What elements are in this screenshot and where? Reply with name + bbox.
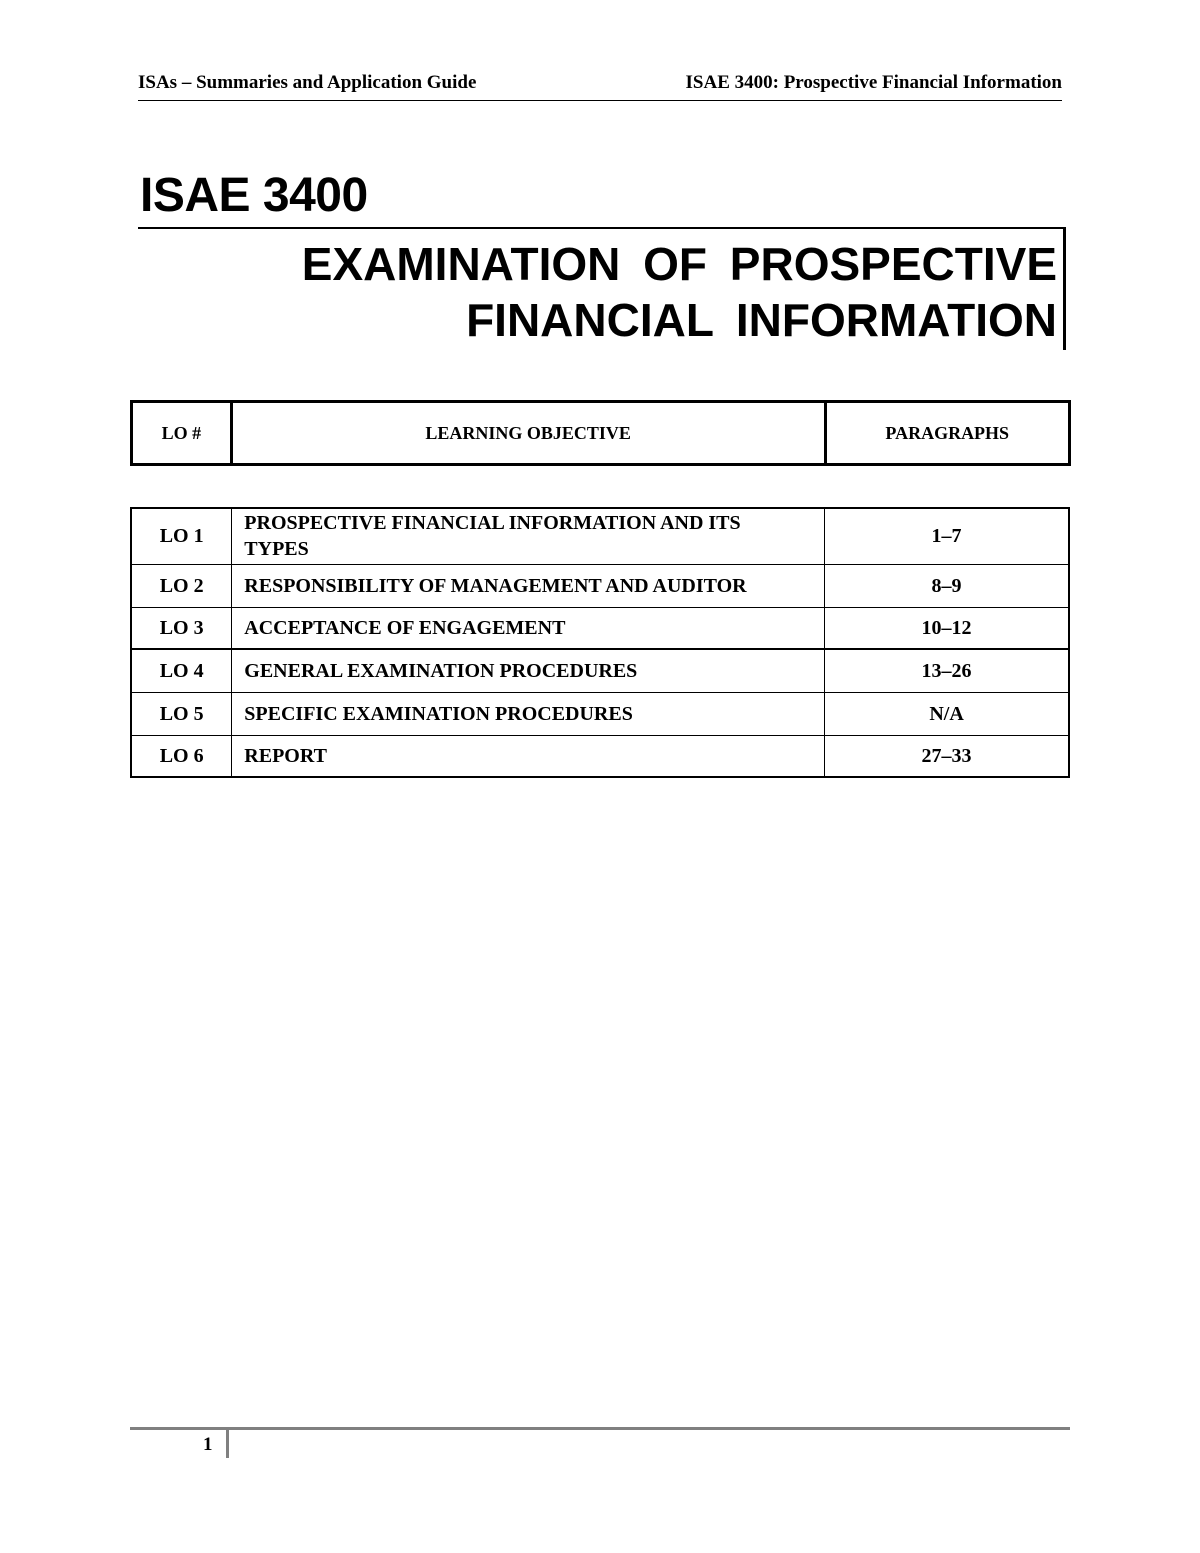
learning-objectives-header-table xyxy=(130,400,1071,466)
page-number: 1 xyxy=(203,1434,213,1455)
lo-paragraphs: 13–26 xyxy=(825,649,1069,692)
lo-paragraphs: 10–12 xyxy=(825,607,1069,649)
table-row xyxy=(131,508,1069,564)
lo-objective: REPORT xyxy=(232,735,825,777)
lo-objective: RESPONSIBILITY OF MANAGEMENT AND AUDITOR xyxy=(232,564,825,607)
table-row xyxy=(131,564,1069,607)
lo-paragraphs: 27–33 xyxy=(825,735,1069,777)
lo-objective xyxy=(232,508,825,564)
lo-objective: GENERAL EXAMINATION PROCEDURES xyxy=(232,649,825,692)
table-row xyxy=(131,649,1069,692)
column-header-lo: LO # xyxy=(132,402,232,465)
lo-number: LO 5 xyxy=(131,692,232,735)
page-title-line-2: FINANCIAL INFORMATION xyxy=(466,294,1057,346)
lo-number: LO 4 xyxy=(131,649,232,692)
lo-paragraphs: 1–7 xyxy=(825,508,1069,564)
lo-objective-line-2: TYPES xyxy=(244,538,309,561)
column-header-objective: LEARNING OBJECTIVE xyxy=(231,402,825,465)
table-row xyxy=(131,692,1069,735)
page-title-line-1: EXAMINATION OF PROSPECTIVE xyxy=(301,238,1057,290)
header-row xyxy=(132,402,1070,465)
footer-divider xyxy=(226,1430,229,1458)
lo-number: LO 6 xyxy=(131,735,232,777)
table-row xyxy=(131,735,1069,777)
header-left-title: ISAs – Summaries and Application Guide xyxy=(138,72,477,93)
lo-objective: SPECIFIC EXAMINATION PROCEDURES xyxy=(232,692,825,735)
lo-number: LO 1 xyxy=(131,508,232,564)
page-title xyxy=(302,236,1057,348)
lo-paragraphs: 8–9 xyxy=(825,564,1069,607)
table-row xyxy=(131,607,1069,649)
title-rule-right xyxy=(1063,227,1066,350)
title-rule-top xyxy=(138,227,1066,229)
learning-objectives-table xyxy=(130,507,1070,778)
column-header-paragraphs: PARAGRAPHS xyxy=(885,422,1010,443)
header-right-title: ISAE 3400: Prospective Financial Information xyxy=(685,72,1062,93)
running-header xyxy=(138,72,1062,101)
lo-paragraphs: N/A xyxy=(825,692,1069,735)
lo-objective: ACCEPTANCE OF ENGAGEMENT xyxy=(232,607,825,649)
lo-number: LO 3 xyxy=(131,607,232,649)
lo-objective-line-1: PROSPECTIVE FINANCIAL INFORMATION AND ITS xyxy=(244,512,741,535)
standard-code: ISAE 3400 xyxy=(140,169,368,222)
lo-number: LO 2 xyxy=(131,564,232,607)
footer-rule xyxy=(130,1427,1070,1430)
